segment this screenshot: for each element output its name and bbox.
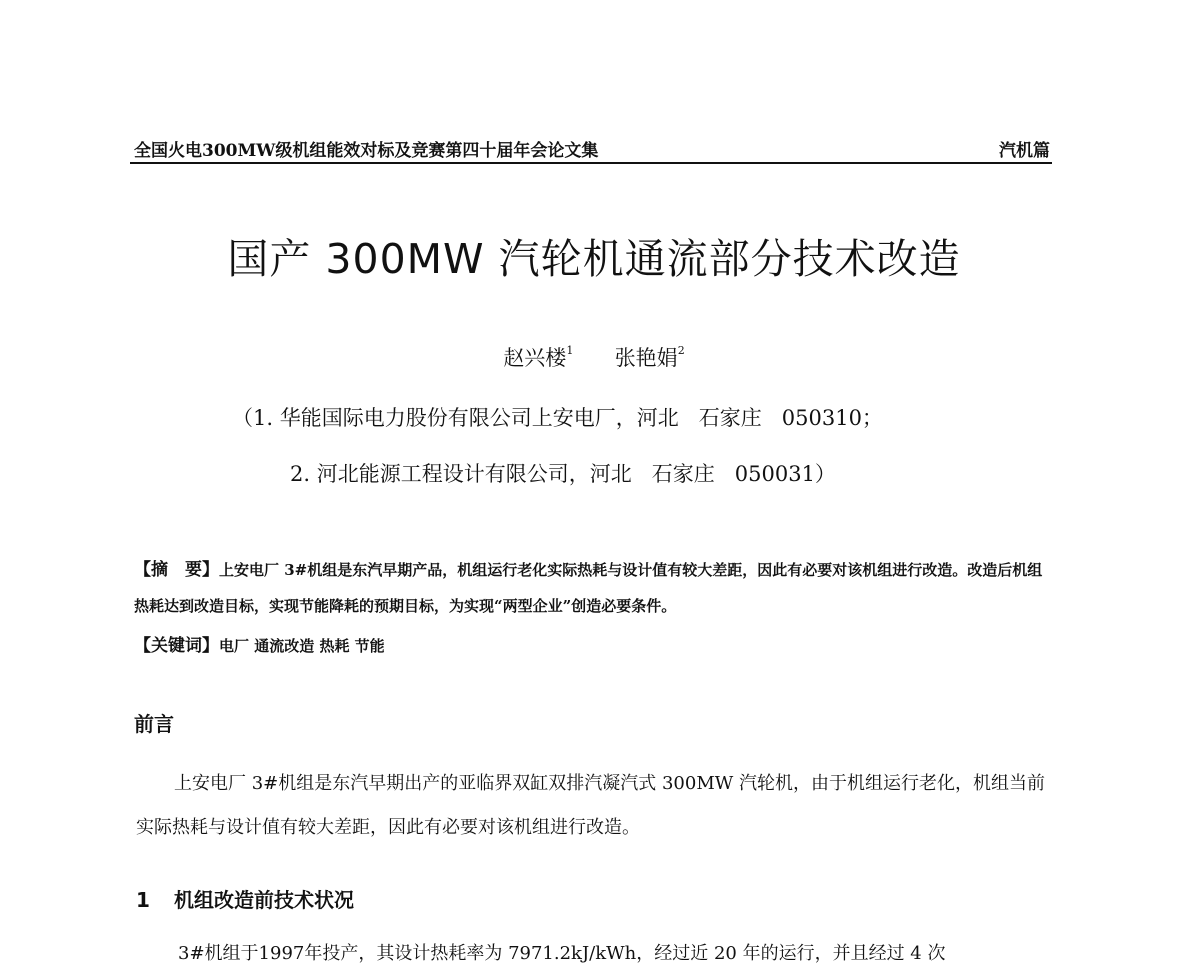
paper-title: 国产 300MW 汽轮机通流部分技术改造 xyxy=(227,235,961,283)
section-number: 1 xyxy=(136,888,150,912)
keywords-label: 【关键词】 xyxy=(134,636,219,656)
author-name: 张艳娟 xyxy=(614,346,678,370)
preface-paragraph: 上安电厂 3#机组是东汽早期出产的亚临界双缸双排汽凝汽式 300MW 汽轮机，由于机组运行老化，机组当前实际热耗与设计值有较大差距，因此有必要对该机组进行改造。 xyxy=(136,773,1045,838)
partial-body-line: 3#机组于1997年投产，其设计热耗率为 7971.2kJ/kWh，经过近 20 年的运行，并且经过 4 次 xyxy=(178,943,946,964)
abstract-label: 【摘 要】 xyxy=(134,560,219,580)
collection-title: 全国火电300MW级机组能效对标及竞赛第四十届年会论文集 xyxy=(134,141,599,161)
affiliation-1: （1. 华能国际电力股份有限公司上安电厂，河北 石家庄 050310； xyxy=(232,406,883,430)
author-line xyxy=(0,342,1188,372)
keywords-text: 电厂 通流改造 热耗 节能 xyxy=(219,637,385,655)
section-label: 汽机篇 xyxy=(999,141,1050,161)
author-name: 赵兴楼 xyxy=(503,346,567,370)
section-heading xyxy=(136,884,354,913)
keywords xyxy=(134,628,1054,664)
author-affiliation-mark: 2 xyxy=(677,344,685,357)
abstract xyxy=(134,552,1054,624)
section-title: 机组改造前技术状况 xyxy=(174,888,354,912)
running-header xyxy=(130,128,1052,164)
abstract-text: 上安电厂 3#机组是东汽早期产品，机组运行老化实际热耗与设计值有较大差距，因此有必要对该机组进行改造。改造后机组热耗达到改造目标，实现节能降耗的预期目标，为实现“两型企业”创造必要条件。 xyxy=(134,561,1043,615)
preface-heading: 前言 xyxy=(134,712,174,736)
author-affiliation-mark: 1 xyxy=(566,344,574,357)
affiliation-2: 2. 河北能源工程设计有限公司，河北 石家庄 050031） xyxy=(290,462,836,486)
